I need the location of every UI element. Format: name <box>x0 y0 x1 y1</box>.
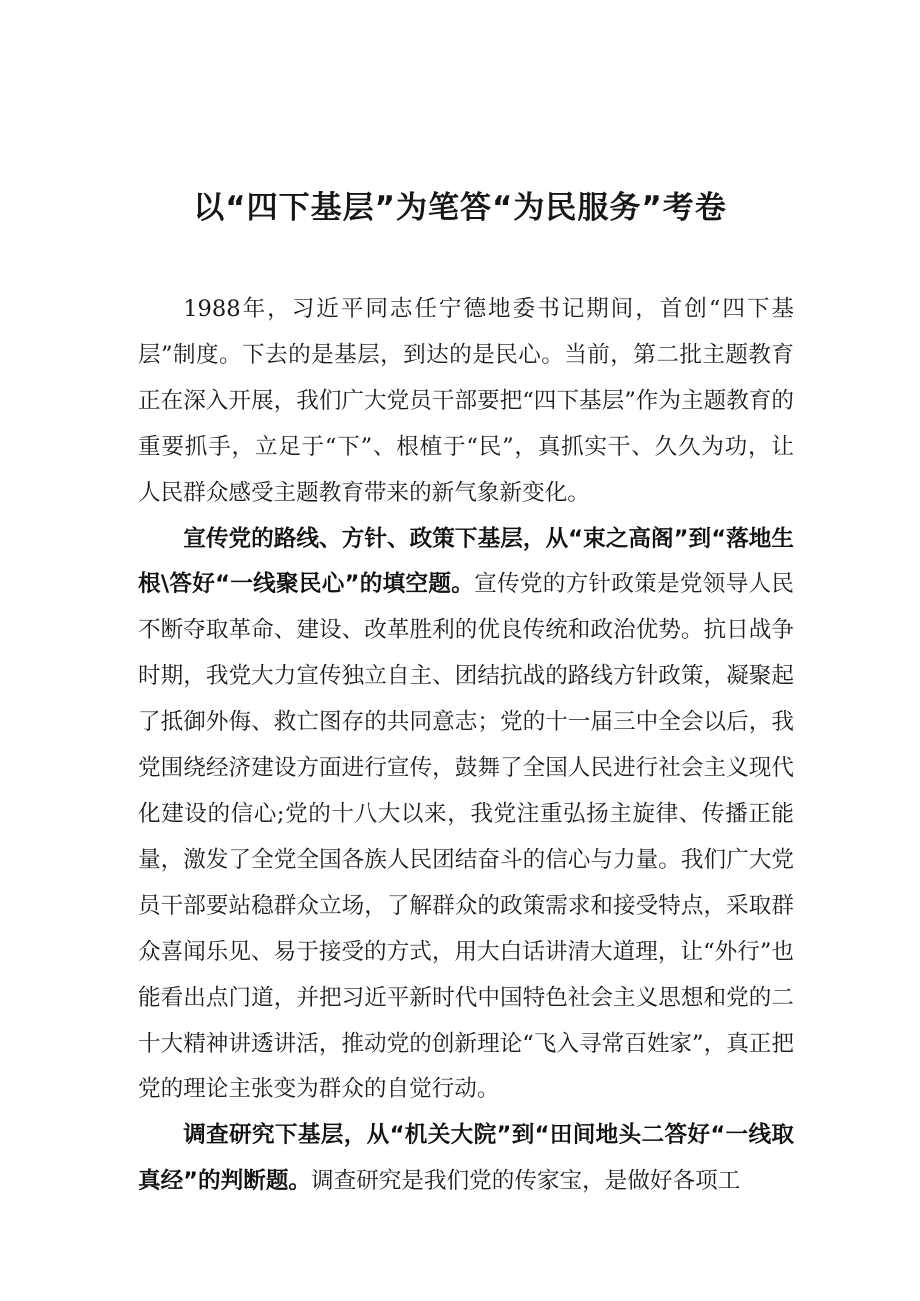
paragraph-text: 调查研究是我们党的传家宝，是做好各项工 <box>311 1168 741 1195</box>
document-body <box>138 287 794 1205</box>
paragraph-propaganda <box>138 517 794 1114</box>
paragraph-lead: 调查研究下基层，从“机关大院”到“田间地头二答好“一线取真经”的判断题。 <box>138 1122 794 1195</box>
paragraph-intro <box>138 287 794 517</box>
paragraph-research <box>138 1113 794 1205</box>
paragraph-text: 1988年，习近平同志任宁德地委书记期间，首创“四下基层”制度。下去的是基层，到达的是民心。当前，第二批主题教育正在深入开展，我们广大党员干部要把“四下基层”作为主题教育的重要抓手，立足于“下”、根植于“民”，真抓实干、久久为功，让人民群众感受主题教育带来的新气象新变化。 <box>138 296 794 506</box>
paragraph-lead: 宣传党的路线、方针、政策下基层，从“束之高阁”到“落地生根\答好“一线聚民心”的填空题。 <box>138 525 794 598</box>
document-title: 以“四下基层”为笔答“为民服务”考卷 <box>193 190 727 226</box>
paragraph-text: 宣传党的方针政策是党领导人民不断夺取革命、建设、改革胜利的优良传统和政治优势。抗日战争时期，我党大力宣传独立自主、团结抗战的路线方针政策，凝聚起了抵御外侮、救亡图存的共同意志；党的十一届三中全会以后，我党围绕经济建设方面进行宣传，鼓舞了全国人民进行社会主义现代化建设的信心;党的十八大以来，我党注重弘扬主旋律、传播正能量，激发了全党全国各族人民团结奋斗的信心与力量。我们广大党员干部要站稳群众立场，了解群众的政策需求和接受特点，采取群众喜闻乐见、易于接受的方式，用大白话讲清大道理，让“外行”也能看出点门道，并把习近平新时代中国特色社会主义思想和党的二十大精神讲透讲活，推动党的创新理论“飞入寻常百姓家”，真正把党的理论主张变为群众的自觉行动。 <box>138 571 794 1103</box>
